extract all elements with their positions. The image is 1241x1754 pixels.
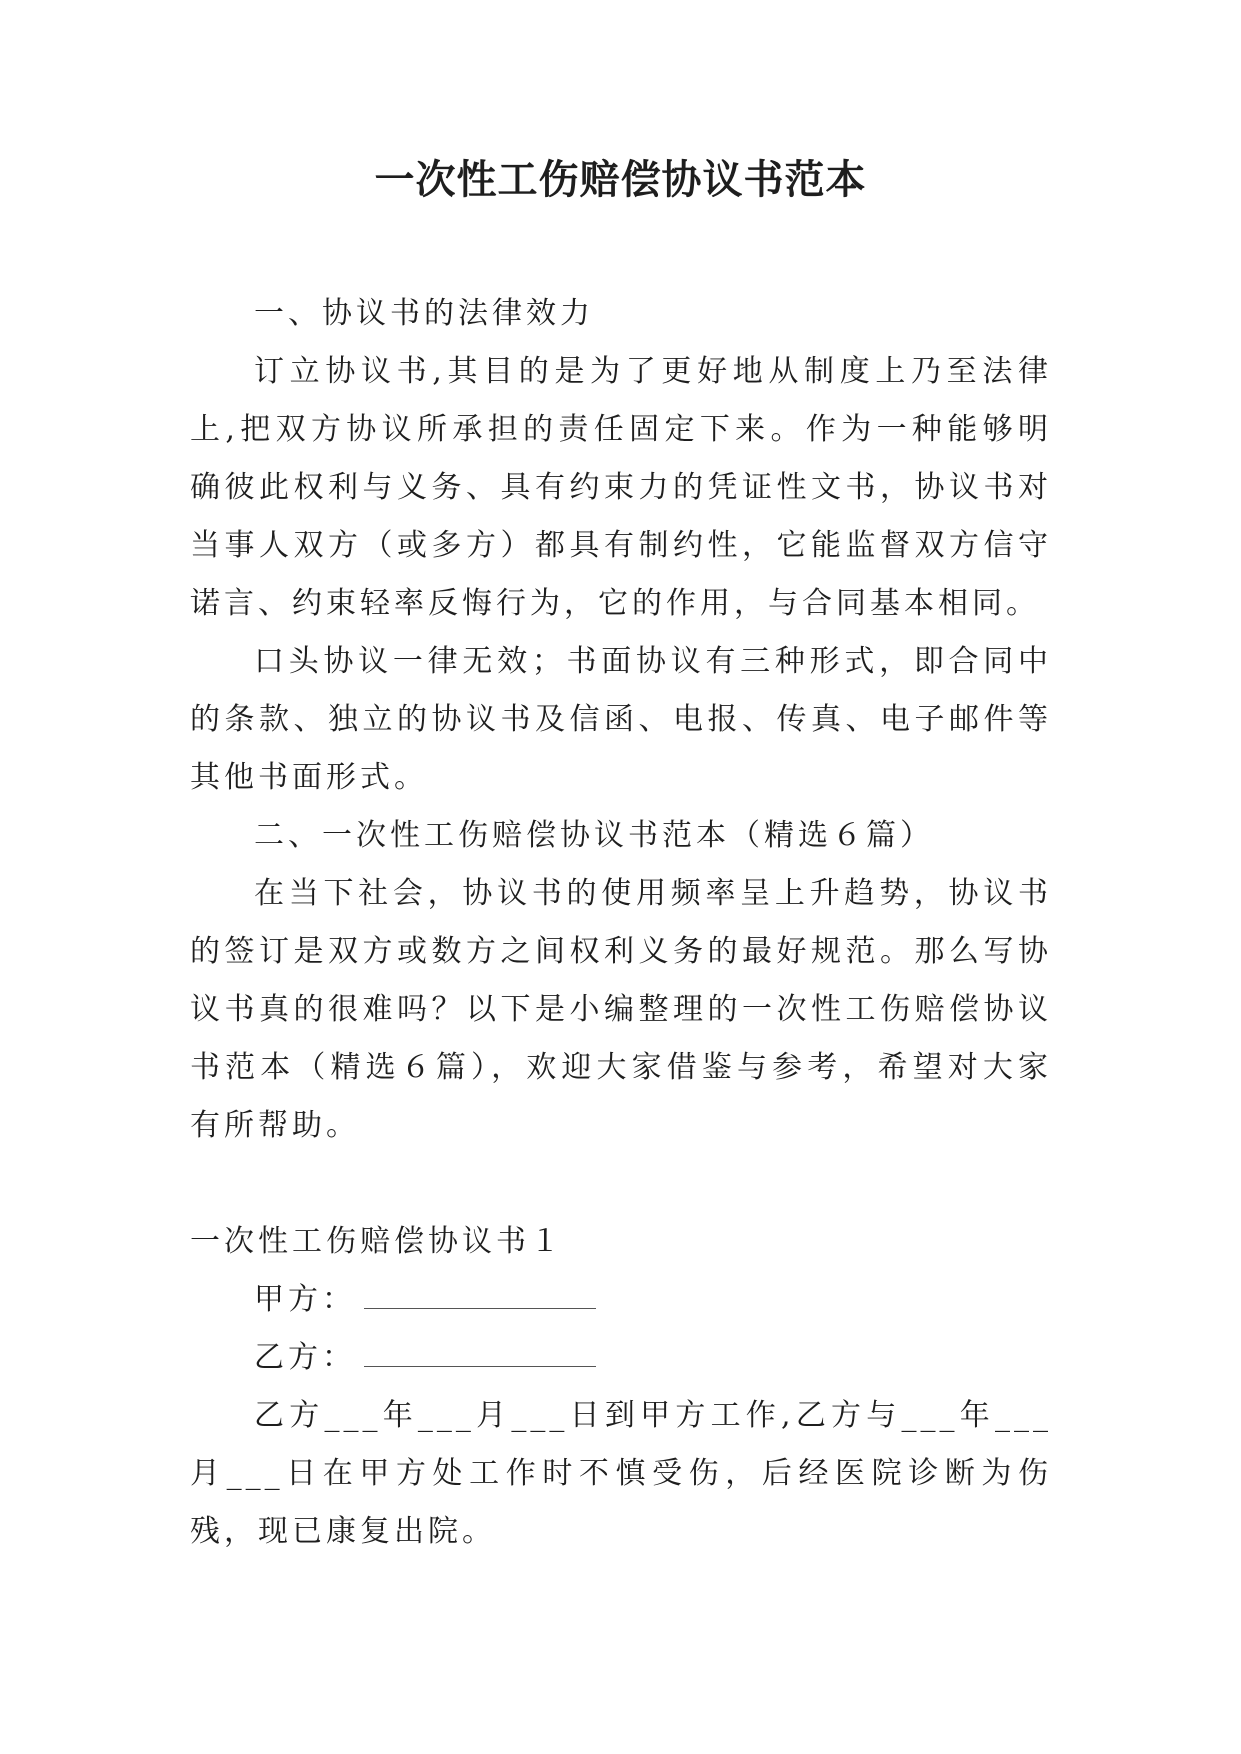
party-a-blank [364, 1278, 596, 1309]
clause-injury: 乙方___年___月___日到甲方工作,乙方与___年___月___日在甲方处工作时不慎受伤，后经医院诊断为伤残，现已康复出院。 [190, 1398, 1052, 1549]
party-a-line [190, 1271, 1052, 1329]
party-b-line [190, 1329, 1052, 1387]
party-b-blank [364, 1336, 596, 1367]
section-spacer [190, 1155, 1052, 1213]
heading-legal-effect: 一、协议书的法律效力 [254, 296, 594, 331]
paragraph-intro: 在当下社会，协议书的使用频率呈上升趋势，协议书的签订是双方或数方之间权利义务的最好规范。那么写协议书真的很难吗？以下是小编整理的一次性工伤赔偿协议书范本（精选６篇），欢迎大家借鉴与参考，希望对大家有所帮助。 [190, 876, 1052, 1143]
party-a-label: 甲方： [254, 1282, 356, 1317]
paragraph-forms: 口头协议一律无效；书面协议有三种形式，即合同中的条款、独立的协议书及信函、电报、传真、电子邮件等其他书面形式。 [190, 644, 1052, 795]
party-b-label: 乙方： [254, 1340, 356, 1375]
heading-templates: 二、一次性工伤赔偿协议书范本（精选６篇） [254, 818, 934, 853]
paragraph-purpose: 订立协议书,其目的是为了更好地从制度上乃至法律上,把双方协议所承担的责任固定下来。作为一种能够明确彼此权利与义务、具有约束力的凭证性文书，协议书对当事人双方（或多方）都具有制约性，它能监督双方信守诺言、约束轻率反悔行为，它的作用，与合同基本相同。 [190, 354, 1052, 621]
document-title: 一次性工伤赔偿协议书范本 [374, 156, 867, 203]
section-heading: 一次性工伤赔偿协议书１ [190, 1224, 564, 1259]
document-body [190, 285, 1052, 1561]
